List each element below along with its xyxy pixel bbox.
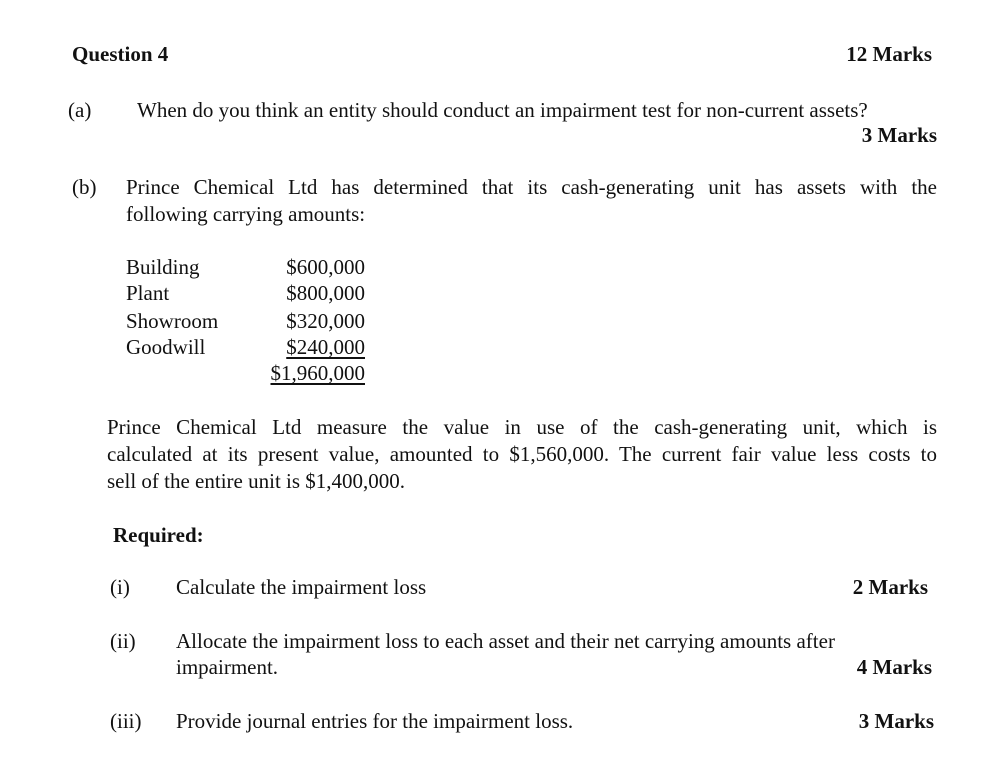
item-text: Calculate the impairment loss: [176, 575, 427, 599]
item-text: Allocate the impairment loss to each asset and their net carrying amounts after: [176, 629, 835, 653]
question-total-marks: 12 Marks: [846, 42, 932, 66]
part-b-para-line2: calculated at its present value, amounted to $1,560,000. The current fair value less costs to: [107, 442, 937, 466]
asset-name: Building: [126, 255, 200, 279]
asset-name: Showroom: [126, 309, 219, 333]
asset-amount: $600,000: [286, 255, 365, 279]
item-text: Provide journal entries for the impairment loss.: [176, 709, 574, 733]
asset-name: Plant: [126, 281, 170, 305]
item-marks: 2 Marks: [852, 575, 928, 599]
question-title: Question 4: [72, 42, 169, 66]
item-label: (iii): [110, 709, 142, 733]
required-heading: Required:: [113, 523, 204, 547]
item-text-continued: impairment.: [176, 655, 279, 679]
part-b-para-line3: sell of the entire unit is $1,400,000.: [107, 469, 406, 493]
item-marks: 3 Marks: [858, 709, 934, 733]
part-b-intro-line1: Prince Chemical Ltd has determined that its cash-generating unit has assets with the: [126, 175, 937, 199]
part-a-label: (a): [68, 98, 92, 122]
part-a-question: When do you think an entity should conduct an impairment test for non-current assets?: [137, 98, 868, 122]
part-a-marks: 3 Marks: [861, 123, 937, 147]
asset-amount: $240,000: [286, 335, 365, 359]
part-b-para-line1: Prince Chemical Ltd measure the value in use of the cash-generating unit, which is: [107, 415, 937, 439]
asset-amount: $800,000: [286, 281, 365, 305]
asset-total: $1,960,000: [270, 361, 365, 385]
item-marks: 4 Marks: [856, 655, 932, 679]
item-label: (ii): [110, 629, 136, 653]
item-label: (i): [110, 575, 130, 599]
part-b-label: (b): [72, 175, 97, 199]
asset-amount: $320,000: [286, 309, 365, 333]
asset-name: Goodwill: [126, 335, 206, 359]
part-b-intro-line2: following carrying amounts:: [126, 202, 366, 226]
